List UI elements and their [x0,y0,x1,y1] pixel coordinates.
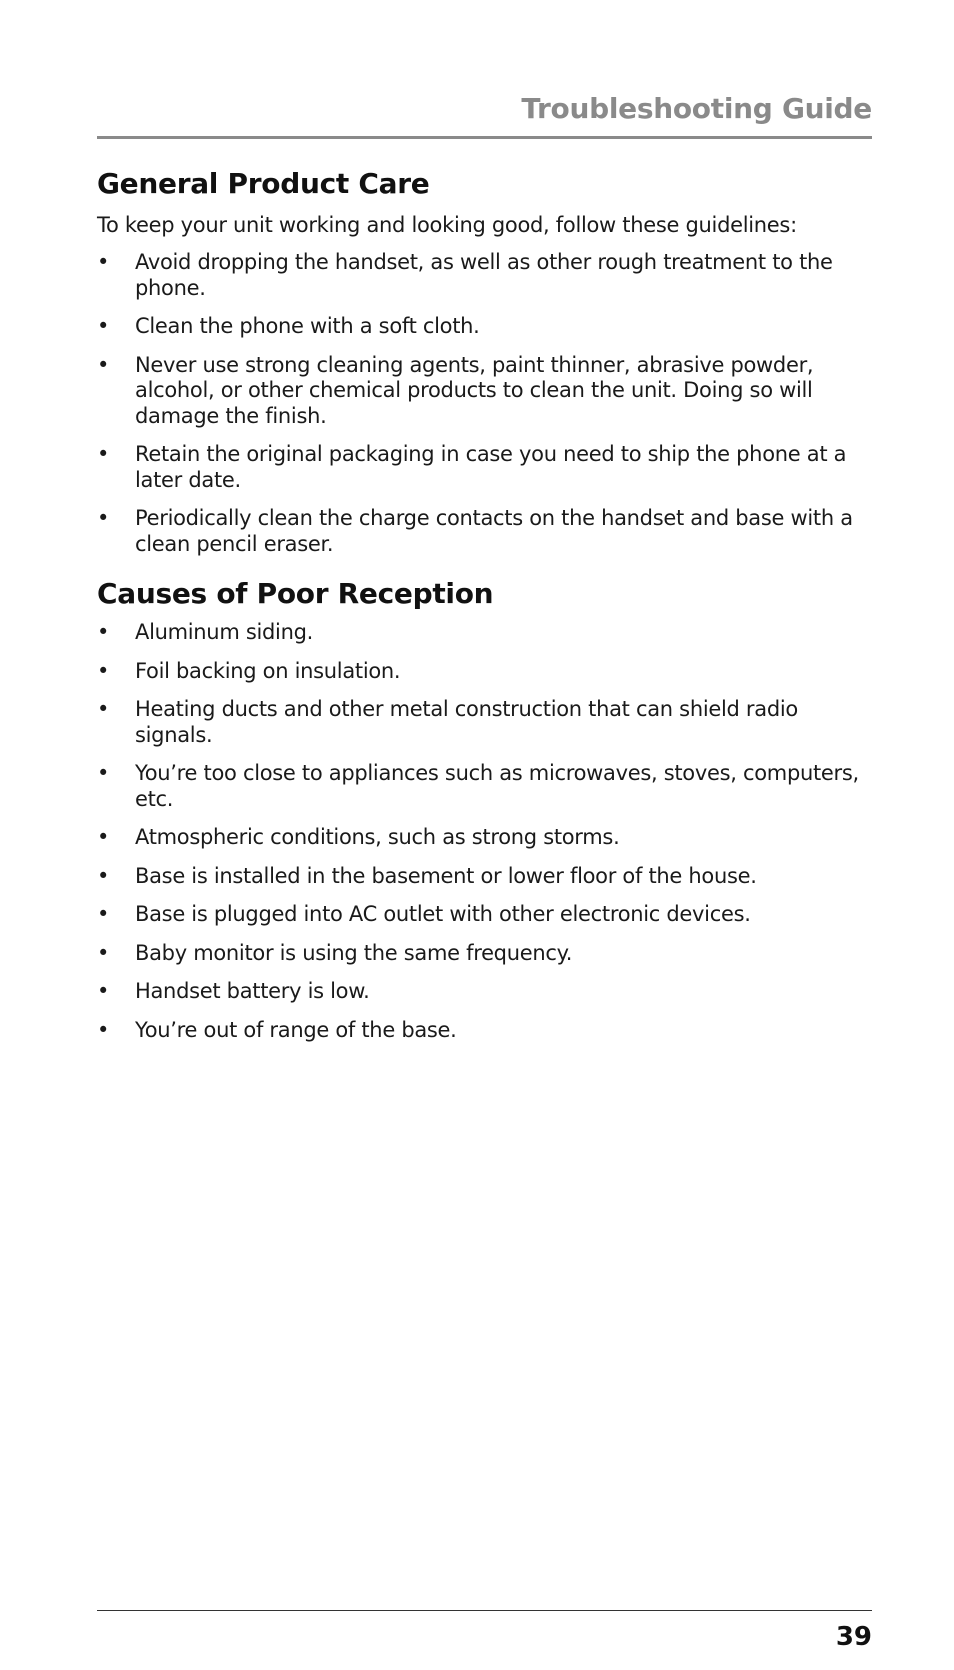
list-item [97,1018,872,1044]
list-item-text: Retain the original packaging in case you need to ship the phone at a later date. [135,442,847,492]
footer-divider [97,1610,872,1611]
general-product-care-intro: To keep your unit working and looking good, follow these guidelines: [97,213,797,237]
bullet-icon: • [97,1017,110,1042]
header-divider [97,136,872,139]
bullet-icon: • [97,620,110,644]
running-head-title: Troubleshooting Guide [521,92,872,125]
list-item [97,979,872,1005]
reception-causes-list [97,620,872,1043]
care-guidelines-list [97,250,872,557]
bullet-icon: • [97,506,110,530]
bullet-icon: • [97,697,110,721]
page-number: 39 [835,1622,872,1652]
poor-reception-section [97,576,872,1056]
poor-reception-heading: Causes of Poor Reception [97,577,494,610]
bullet-icon: • [97,863,110,888]
list-item-text: You’re out of range of the base. [135,1017,457,1042]
list-item-text: You’re too close to appliances such as microwaves, stoves, computers, etc. [135,761,859,811]
list-item-text: Baby monitor is using the same frequency. [135,940,573,965]
list-item [97,353,872,430]
list-item-text: Aluminum siding. [135,620,314,644]
bullet-icon: • [97,761,110,785]
list-item-text: Atmospheric conditions, such as strong storms. [135,825,620,849]
bullet-icon: • [97,250,110,274]
list-item [97,620,872,646]
list-item [97,941,872,967]
list-item [97,659,872,685]
list-item-text: Foil backing on insulation. [135,658,401,683]
list-item-text: Periodically clean the charge contacts on the handset and base with a clean pencil eraser. [135,506,853,556]
bullet-icon: • [97,940,110,965]
list-item-text: Heating ducts and other metal construction that can shield radio signals. [135,697,798,747]
list-item-text: Handset battery is low. [135,979,370,1003]
list-item [97,825,872,851]
list-item-text: Base is installed in the basement or lower floor of the house. [135,863,757,888]
list-item [97,506,872,557]
bullet-icon: • [97,442,110,466]
bullet-icon: • [97,825,110,849]
bullet-icon: • [97,314,110,338]
list-item [97,697,872,748]
bullet-icon: • [97,979,110,1003]
list-item [97,761,872,812]
list-item [97,250,872,301]
list-item [97,442,872,493]
manual-page [97,0,872,1670]
bullet-icon: • [97,658,110,683]
list-item [97,902,872,928]
list-item [97,864,872,890]
list-item-text: Avoid dropping the handset, as well as other rough treatment to the phone. [135,250,833,300]
list-item-text: Clean the phone with a soft cloth. [135,314,480,338]
list-item [97,314,872,340]
bullet-icon: • [97,352,110,377]
bullet-icon: • [97,902,110,926]
general-product-care-heading: General Product Care [97,167,430,200]
list-item-text: Base is plugged into AC outlet with other electronic devices. [135,902,751,926]
general-product-care-section [97,166,872,570]
list-item-text: Never use strong cleaning agents, paint thinner, abrasive powder, alcohol, or other chemical products to clean the unit. Doing so will damage the finish. [135,352,814,428]
